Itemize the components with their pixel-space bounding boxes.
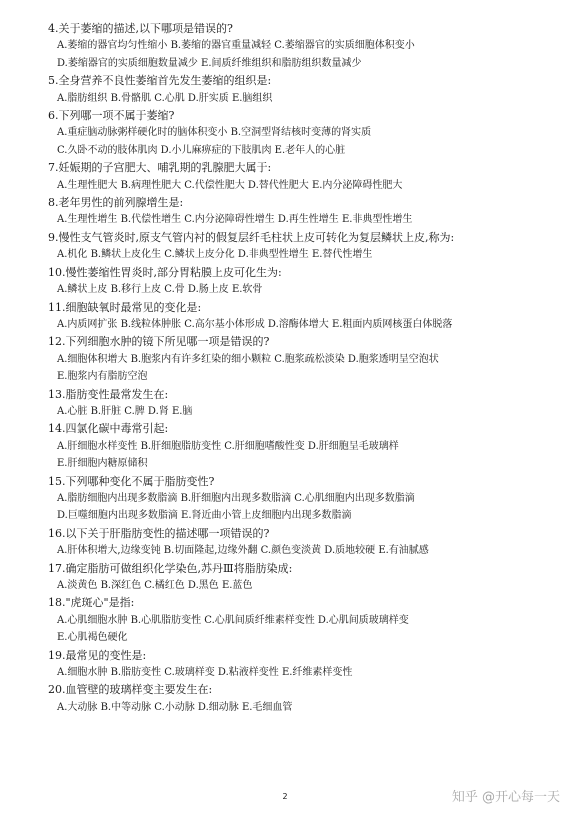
- question-text: 8.老年男性的前列腺增生是:: [48, 196, 184, 210]
- question-block: [48, 20, 548, 72]
- question-block: [48, 333, 548, 385]
- answer-options: E.肝细胞内糖原储积: [57, 458, 148, 470]
- question-block: [48, 264, 548, 299]
- question-block: [48, 473, 548, 525]
- question-block: [48, 72, 548, 107]
- question-text: 4.关于萎缩的描述,以下哪项是错误的?: [48, 22, 233, 35]
- question-block: [48, 299, 548, 334]
- question-block: [48, 107, 548, 159]
- answer-options: A.脂肪细胞内出现多数脂滴 B.肝细胞内出现多数脂滴 C.心肌细胞内出现多数脂滴: [57, 492, 415, 504]
- answer-options: A.大动脉 B.中等动脉 C.小动脉 D.细动脉 E.毛细血管: [57, 701, 293, 713]
- question-text: 20.血管壁的玻璃样变主要发生在:: [48, 683, 213, 697]
- question-block: [48, 229, 548, 264]
- question-text: 11.细胞缺氧时最常见的变化是:: [48, 300, 202, 314]
- answer-options: A.重症脑动脉粥样硬化时的脑体积变小 B.空洞型肾结核时变薄的肾实质: [57, 127, 372, 139]
- watermark: 知乎 @开心每一天: [451, 790, 560, 805]
- answer-options: D.萎缩器官的实质细胞数量减少 E.间质纤维组织和脂肪组织数量减少: [57, 57, 362, 69]
- answer-options: A.细胞水肿 B.脂肪变性 C.玻璃样变 D.粘液样变性 E.纤维素样变性: [57, 667, 353, 679]
- question-list: [48, 20, 548, 716]
- question-text: 19.最常见的变性是:: [48, 648, 147, 662]
- answer-options: C.久卧不动的肢体肌肉 D.小儿麻痹症的下肢肌肉 E.老年人的心脏: [57, 144, 346, 156]
- answer-options: E.心肌褐色硬化: [57, 632, 128, 644]
- question-block: [48, 594, 548, 646]
- question-text: 18."虎斑心"是指:: [48, 596, 135, 610]
- question-text: 10.慢性萎缩性胃炎时,部分胃粘膜上皮可化生为:: [48, 265, 282, 279]
- answer-options: D.巨噬细胞内出现多数脂滴 E.肾近曲小管上皮细胞内出现多数脂滴: [57, 510, 352, 522]
- answer-options: A.心肌细胞水肿 B.心肌脂肪变性 C.心肌间质纤维素样变性 D.心肌间质玻璃样变: [57, 614, 409, 626]
- answer-options: A.生理性肥大 B.病理性肥大 C.代偿性肥大 D.替代性肥大 E.内分泌障碍性肥大: [57, 179, 403, 191]
- question-block: [48, 386, 548, 421]
- question-block: [48, 681, 548, 716]
- question-text: 5.全身营养不良性萎缩首先发生萎缩的组织是:: [48, 74, 272, 88]
- answer-options: A.心脏 B.肝脏 C.脾 D.肾 E.脑: [57, 405, 193, 417]
- question-text: 7.妊娠期的子宫肥大、哺乳期的乳腺肥大属于:: [48, 161, 272, 175]
- answer-options: A.鳞状上皮 B.移行上皮 C.骨 D.肠上皮 E.软骨: [57, 284, 263, 296]
- question-block: [48, 194, 548, 229]
- page-number: 2: [282, 792, 288, 801]
- answer-options: A.淡黄色 B.深红色 C.橘红色 D.黑色 E.蓝色: [57, 580, 253, 591]
- question-block: [48, 647, 548, 682]
- question-text: 13.脂肪变性最常发生在:: [48, 387, 169, 401]
- answer-options: A.生理性增生 B.代偿性增生 C.内分泌障碍性增生 D.再生性增生 E.非典型性增生: [57, 214, 413, 226]
- question-text: 6.下列哪一项不属于萎缩?: [48, 109, 175, 123]
- question-text: 14.四氯化碳中毒常引起:: [48, 422, 169, 436]
- answer-options: A.细胞体积增大 B.胞浆内有许多红染的细小颗粒 C.胞浆疏松淡染 D.胞浆透明呈空泡状: [57, 353, 439, 365]
- question-text: 16.以下关于肝脂肪变性的描述哪一项错误的?: [48, 526, 270, 540]
- answer-options: A.机化 B.鳞状上皮化生 C.鳞状上皮分化 D.非典型性增生 E.替代性增生: [57, 249, 373, 261]
- answer-options: E.胞浆内有脂肪空泡: [57, 371, 148, 383]
- answer-options: A.萎缩的器官均匀性缩小 B.萎缩的器官重量减轻 C.萎缩器官的实质细胞体积变小: [57, 40, 415, 52]
- answer-options: A.内质网扩张 B.线粒体肿胀 C.高尔基小体形成 D.溶酶体增大 E.粗面内质网核蛋白体脱落: [57, 318, 453, 330]
- answer-options: A.脂肪组织 B.骨骼肌 C.心肌 D.肝实质 E.脑组织: [57, 92, 273, 104]
- question-block: [48, 420, 548, 472]
- question-text: 15.下列哪种变化不属于脂肪变性?: [48, 474, 215, 488]
- question-block: [48, 159, 548, 194]
- answer-options: A.肝细胞水样变性 B.肝细胞脂肪变性 C.肝细胞嗜酸性变 D.肝细胞呈毛玻璃样: [57, 440, 399, 452]
- question-text: 9.慢性支气管炎时,原支气管内衬的假复层纤毛柱状上皮可转化为复层鳞状上皮,称为:: [48, 230, 455, 244]
- question-text: 12.下列细胞水肿的镜下所见哪一项是错误的?: [48, 335, 270, 349]
- answer-options: A.肝体积增大,边缘变钝 B.切面隆起,边缘外翻 C.颜色变淡黄 D.质地较硬 E.有油腻感: [57, 545, 429, 557]
- question-block: [48, 525, 548, 560]
- question-text: 17.确定脂肪可做组织化学染色,苏丹Ⅲ将脂肪染成:: [48, 561, 293, 575]
- question-block: [48, 560, 548, 595]
